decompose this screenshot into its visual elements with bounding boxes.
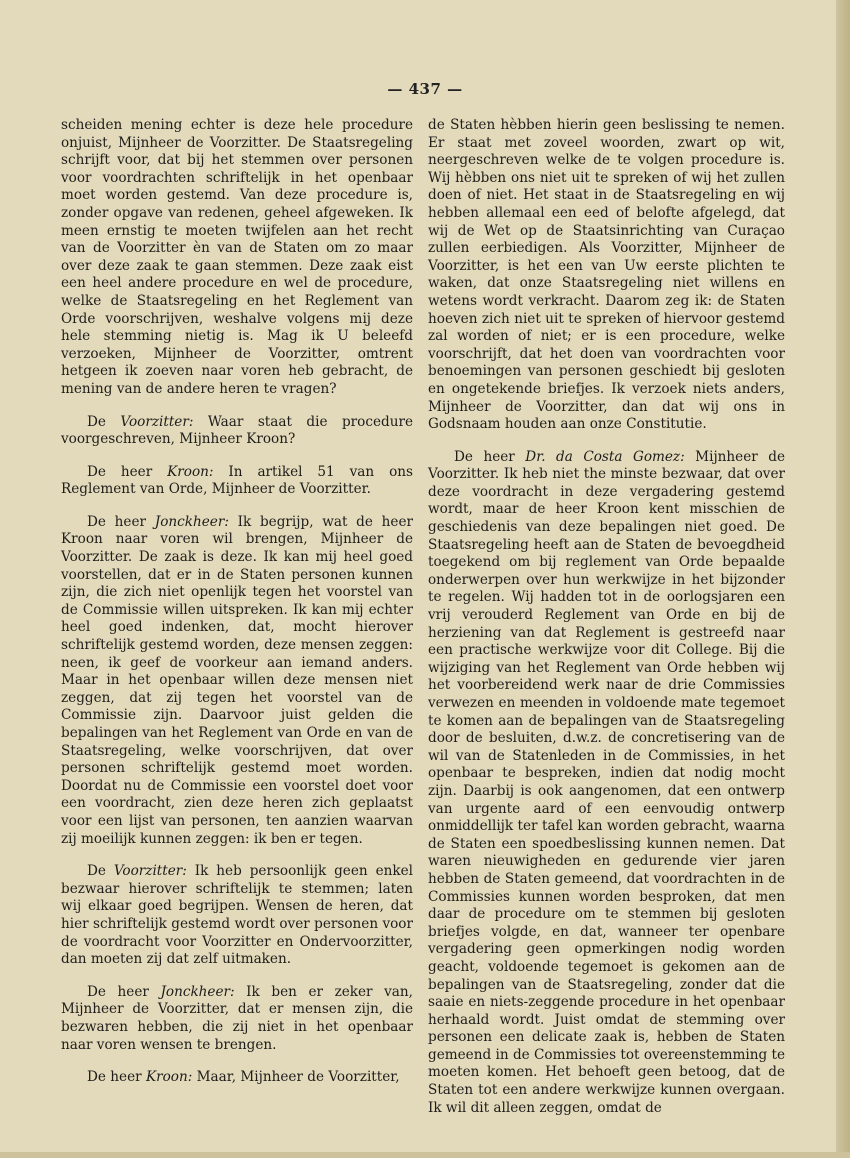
page-number: — 437 —	[387, 80, 463, 98]
paragraph-jonckheer-1: De heer Jonckheer: Ik begrijp, wat de heer Kroon naar voren wil brengen, Mijnheer de Voorzitter. De zaak is deze. Ik kan mij heel goed voorstellen, dat er in de Staten personen kunnen zijn, die zich niet openlijk tegen het voorstel van de Commissie willen uitspreken. Ik kan mij echter heel goed indenken, dat, mocht hierover schriftelijk gestemd worden, deze mensen zeggen: neen, ik geef de voorkeur aan iemand anders. Maar in het openbaar willen deze mensen niet zeggen, dat zij tegen het voorstel van de Commissie zijn. Daarvoor juist gelden die bepalingen van het Reglement van Orde en van de Staatsregeling, welke voorschrijven, dat over personen schriftelijk gestemd moet worden. Doordat nu de Commissie een voorstel doet voor een voordracht, zien deze heren zich geplaatst voor een lijst van personen, ten aanzien waarvan zij moeilijk kunnen zeggen: ik ben er tegen.	[61, 513, 413, 847]
paragraph-continuation: scheiden mening echter is deze hele procedure onjuist, Mijnheer de Voorzitter. De Staatsregeling schrijft voor, dat bij het stemmen over personen voor voordrachten schriftelijk in het openbaar moet worden gestemd. Van deze procedure is, zonder opgave van redenen, geheel afgeweken. Ik meen ernstig te moeten twijfelen aan het recht van de Voorzitter èn van de Staten om zo maar over deze zaak te gaan stemmen. Deze zaak eist een heel andere procedure en wel de procedure, welke de Staatsregeling en het Reglement van Orde voorschrijven, weshalve volgens mij deze hele stemming nietig is. Mag ik U beleefd verzoeken, Mijnheer de Voorzitter, omtrent hetgeen ik zoeven naar voren heb gebracht, de mening van de andere heren te vragen?	[61, 117, 413, 397]
speaker-name: Kroon:	[167, 463, 214, 480]
page-bottom-edge	[0, 1152, 850, 1158]
paragraph-voorzitter-1: De Voorzitter: Waar staat die procedure voorgeschreven, Mijnheer Kroon?	[61, 413, 413, 448]
paragraph-voorzitter-2: De Voorzitter: Ik heb persoonlijk geen enkel bezwaar hierover schriftelijk te stemmen; laten wij elkaar goed begrijpen. Wensen de heren, dat hier schriftelijk gestemd wordt over personen voor de voordracht voor Voorzitter en Ondervoorzitter, dan moeten zij dat zelf uitmaken.	[61, 863, 413, 968]
speaker-name: Voorzitter:	[120, 413, 194, 430]
page-edge-shadow	[836, 0, 850, 1158]
paragraph-jonckheer-2: De heer Jonckheer: Ik ben er zeker van, Mijnheer de Voorzitter, dat er mensen zijn, die bezwaren hebben, die zij niet in het openbaar naar voren wensen te brengen.	[61, 983, 413, 1053]
speaker-name: Jonckheer:	[160, 983, 235, 1000]
paragraph-kroon-1: De heer Kroon: In artikel 51 van ons Reglement van Orde, Mijnheer de Voorzitter.	[61, 463, 413, 498]
paragraph-kroon-2: De heer Kroon: Maar, Mijnheer de Voorzitter,	[87, 1069, 400, 1086]
speaker-name: Voorzitter:	[113, 863, 187, 880]
speaker-name: Dr. da Costa Gomez:	[525, 448, 685, 465]
paragraph-kroon-continuation: de Staten hèbben hierin geen beslissing te nemen. Er staat met zoveel woorden, zwart op wit, neergeschreven welke de te volgen procedure is. Wij hèbben ons niet uit te spreken of wij het zullen doen of niet. Het staat in de Staatsregeling en wij hebben allemaal een eed of belofte afgelegd, dat wij de Wet op de Staatsinrichting van Curaçao zullen eerbiedigen. Als Voorzitter, Mijnheer de Voorzitter, is het een van Uw eerste plichten te waken, dat onze Staatsregeling niet willens en wetens wordt verkracht. Daarom zeg ik: de Staten hoeven zich niet uit te spreken of hiervoor gestemd zal worden of niet; er is een procedure, welke voorschrijft, dat het doen van voordrachten voor benoemingen van personen geschiedt bij gesloten en ongetekende briefjes. Ik verzoek niets anders, Mijnheer de Voorzitter, dan dat wij ons in Godsnaam houden aan onze Constitutie.	[428, 117, 785, 433]
speaker-name: Jonckheer:	[154, 513, 229, 530]
paragraph-da-costa-gomez: De heer Dr. da Costa Gomez: Mijnheer de Voorzitter. Ik heb niet the minste bezwaar, dat over deze voordracht in deze vergadering gestemd wordt, maar de heer Kroon kent misschien de geschiedenis van deze bepalingen niet goed. De Staatsregeling heeft aan de Staten de bevoegdheid toegekend om bij reglement van Orde bepaalde onderwerpen over hun werkwijze in het bijzonder te regelen. Wij hadden tot in de oorlogsjaren een vrij verouderd Reglement van Orde en bij de herziening van dat Reglement is gestreefd naar een practische werkwijze voor dit College. Bij die wijziging van het Reglement van Orde hebben wij het voorbereidend werk naar de drie Commissies verwezen en meenden in voldoende mate tegemoet te komen aan de bepalingen van de Staatsregeling door de besluiten, d.w.z. de concretisering van de wil van de Statenleden in de Commissies, in het openbaar te bespreken, indien dat nodig mocht zijn. Daarbij is ook aangenomen, dat een ontwerp van urgente aard of een eenvoudig ontwerp onmiddellijk ter tafel kan worden gebracht, waarna de Staten een spoedbeslissing kunnen nemen. Dat waren nieuwigheden en gedurende vier jaren hebben de Staten gemeend, dat voordrachten in de Commissies kunnen worden besproken, dat men daar de procedure om te stemmen bij gesloten briefjes volgde, en dat, wanneer ter openbare vergadering geen opmerkingen nodig worden geacht, voldoende tegemoet is gekomen aan de bepalingen van de Staatsregeling, zonder dat die saaie en niets-zeggende procedure in het openbaar herhaald wordt. Juist omdat de stemming over personen een delicate zaak is, hebben de Staten gemeend in de Commissies tot overeenstemming te moeten komen. Het behoeft geen betoog, dat de Staten tot een andere werkwijze kunnen overgaan. Ik wil dit alleen zeggen, omdat de	[428, 448, 786, 1116]
speaker-name: Kroon:	[145, 1069, 193, 1086]
left-column	[61, 117, 413, 1087]
right-column	[428, 117, 785, 1117]
